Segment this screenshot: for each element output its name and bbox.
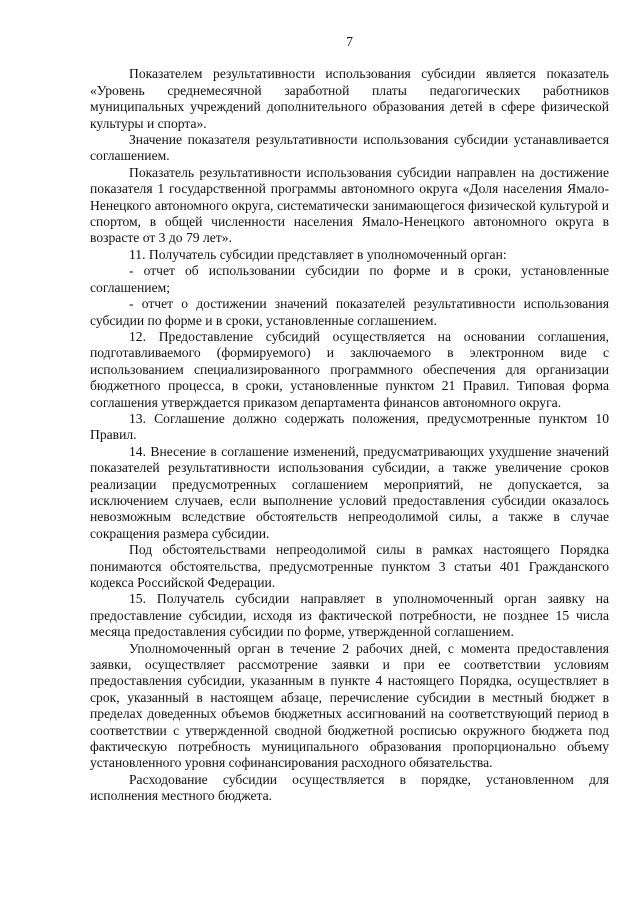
paragraph-13-agreement-content: 13. Соглашение должно содержать положения, предусмотренные пунктом 10 Правил. xyxy=(90,410,609,443)
document-page xyxy=(90,34,609,805)
paragraph-performance-indicator: Показателем результативности использования субсидии является показатель «Уровень среднемесячной заработной платы педагогических работников муниципальных учреждений дополнительного образования детей в сфере физической культуры и спорта». xyxy=(90,66,609,131)
paragraph-14-amendments: 14. Внесение в соглашение изменений, предусматривающих ухудшение значений показателей результативности использования субсидии, а также увеличение сроков реализации предусмотренных соглашением мероприятий, не допускается, за исключением случаев, если выполнение условий предоставления субсидии оказалось невозможным вследствие обстоятельств непреодолимой силы, а также в случае сокращения размера субсидии. xyxy=(90,443,609,541)
paragraph-15-application: 15. Получатель субсидии направляет в уполномоченный орган заявку на предоставление субсидии, исходя из фактической потребности, не позднее 15 числа месяца предоставления субсидии по форме, утвержденной соглашением. xyxy=(90,591,609,640)
list-item-results-report: - отчет о достижении значений показателей результативности использования субсидии по форме и в сроки, установленные соглашением. xyxy=(90,296,609,328)
paragraph-force-majeure: Под обстоятельствами непреодолимой силы в рамках настоящего Порядка понимаются обстоятельства, предусмотренные пунктом 3 статьи 401 Гражданского кодекса Российской Федерации. xyxy=(90,542,609,590)
list-item-usage-report: - отчет об использовании субсидии по форме и в сроки, установленные соглашением; xyxy=(90,263,609,295)
paragraph-11-reports: 11. Получатель субсидии представляет в уполномоченный орган: xyxy=(129,246,507,262)
page-number: 7 xyxy=(346,34,353,49)
paragraph-indicator-value: Значение показателя результативности использования субсидии устанавливается соглашением. xyxy=(90,132,609,164)
paragraph-indicator-goal: Показатель результативности использования субсидии направлен на достижение показателя 1 государственной программы автономного округа «Доля населения Ямало-Ненецкого автономного округа, систематически занимающегося физической культурой и спортом, в общей численности населения Ямало-Ненецкого автономного округа в возрасте от 3 до 79 лет». xyxy=(90,164,609,246)
paragraph-spending-procedure: Расходование субсидии осуществляется в порядке, установленном для исполнения местного бюджета. xyxy=(90,771,609,804)
paragraph-review-transfer: Уполномоченный орган в течение 2 рабочих дней, с момента предоставления заявки, осуществляет рассмотрение заявки и при ее соответствии условиям предоставления субсидии, указанным в пункте 4 настоящего Порядка, осуществляет в срок, указанный в настоящем абзаце, перечисление субсидии в местный бюджет в пределах доведенных объемов бюджетных ассигнований на соответствующий период в соответствии с утвержденной сводной бюджетной росписью окружного бюджета под фактическую потребность муниципального образования пропорционально объему установленного уровня софинансирования расходного обязательства. xyxy=(90,640,609,771)
paragraph-12-agreement: 12. Предоставление субсидий осуществляется на основании соглашения, подготавливаемого (формируемого) и заключаемого в электронном виде с использованием специализированного программного обеспечения для организации бюджетного процесса, в сроки, установленные пунктом 21 Правил. Типовая форма соглашения утверждается приказом департамента финансов автономного округа. xyxy=(90,328,609,410)
